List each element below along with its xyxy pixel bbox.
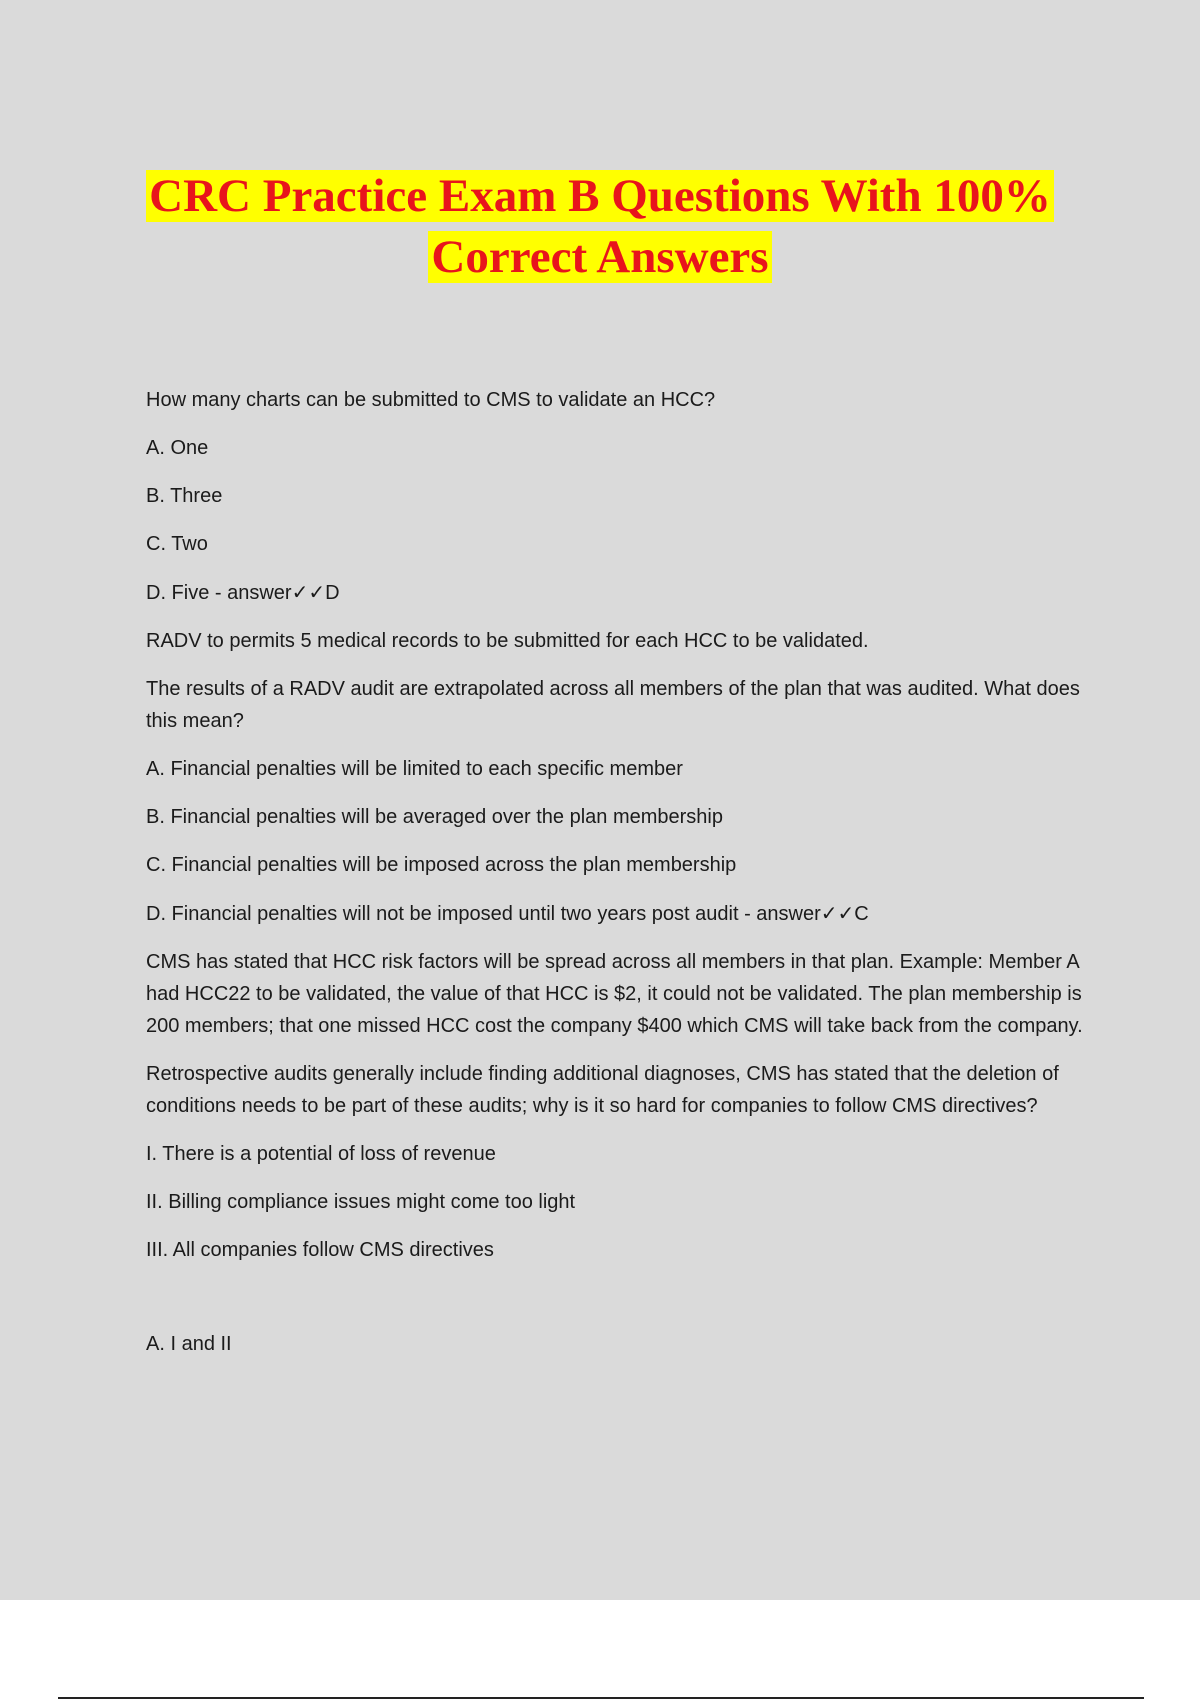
question-2-option-d bbox=[146, 897, 1096, 930]
question-1-text: How many charts can be submitted to CMS to validate an HCC? bbox=[146, 389, 716, 411]
question-1-rationale: RADV to permits 5 medical records to be submitted for each HCC to be validated. bbox=[146, 630, 869, 652]
question-3-statement-1: I. There is a potential of loss of revenue bbox=[146, 1143, 496, 1165]
question-2-rationale: CMS has stated that HCC risk factors will be spread across all members in that plan. Example: Member A had HCC22 to be validated, the value of that HCC is $2, it could not be validated. The plan membership is 200 members; that one missed HCC cost the company $400 which CMS will take back from the company. bbox=[146, 951, 1083, 1037]
question-1-option-a: A. One bbox=[146, 437, 209, 459]
answer-check-icon: ✓✓ bbox=[291, 580, 326, 604]
footer-rule bbox=[58, 1697, 1144, 1699]
question-2-option-a: A. Financial penalties will be limited to each specific member bbox=[146, 758, 683, 780]
question-3-statement-2: II. Billing compliance issues might come too light bbox=[146, 1191, 576, 1213]
title-line-2: Correct Answers bbox=[428, 231, 771, 283]
document-body bbox=[146, 384, 1096, 1376]
question-2-answer-letter: C bbox=[854, 903, 869, 925]
question-1-option-b: B. Three bbox=[146, 485, 223, 507]
question-2-option-b: B. Financial penalties will be averaged over the plan membership bbox=[146, 806, 723, 828]
question-3-statement-3: III. All companies follow CMS directives bbox=[146, 1239, 494, 1261]
question-1-option-d bbox=[146, 576, 1096, 609]
question-1-option-d-text: D. Five - answer bbox=[146, 582, 292, 604]
question-2-text: The results of a RADV audit are extrapolated across all members of the plan that was audited. What does this mean? bbox=[146, 678, 1080, 732]
question-1-option-c: C. Two bbox=[146, 533, 208, 555]
question-3-option-a: A. I and II bbox=[146, 1333, 232, 1355]
question-2-option-d-text: D. Financial penalties will not be imposed until two years post audit - answer bbox=[146, 903, 821, 925]
question-1-answer-letter: D bbox=[325, 582, 340, 604]
question-3-text: Retrospective audits generally include finding additional diagnoses, CMS has stated that the deletion of conditions needs to be part of these audits; why is it so hard for companies to follow CMS directives? bbox=[146, 1063, 1059, 1117]
document-title bbox=[0, 166, 1200, 288]
question-2-option-c: C. Financial penalties will be imposed across the plan membership bbox=[146, 854, 737, 876]
title-line-1: CRC Practice Exam B Questions With 100% bbox=[146, 170, 1054, 222]
answer-check-icon: ✓✓ bbox=[820, 901, 855, 925]
